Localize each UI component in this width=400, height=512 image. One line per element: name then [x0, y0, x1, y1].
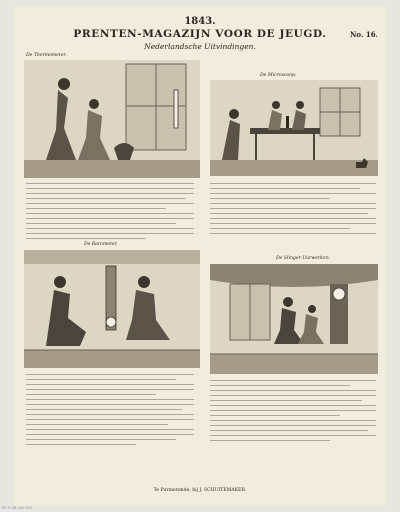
- collection-stamp: RP-P-OB-200.302: [2, 506, 33, 510]
- year: 1843.: [184, 16, 216, 27]
- print-sheet: [14, 6, 386, 506]
- caption-pendulum-clocks: De Slinger-Uurwerken.: [276, 256, 331, 261]
- imprint: Te Purmerende, bij J. SCHUITEMAKER.: [153, 488, 247, 493]
- illustration-pendulum-clocks: [210, 264, 378, 374]
- caption-thermometer: De Thermometer.: [26, 53, 67, 58]
- illustration-thermometer: [24, 60, 200, 178]
- caption-microscope: De Microscoop.: [260, 73, 297, 78]
- illustration-microscope: [210, 80, 378, 176]
- caption-barometer: De Barometer.: [84, 242, 118, 247]
- subtitle: Nederlandsche Uitvindingen.: [144, 42, 256, 51]
- issue-number: No. 16.: [350, 30, 378, 39]
- page-title: PRENTEN-MAGAZIJN VOOR DE JEUGD.: [73, 28, 327, 40]
- illustration-barometer: [24, 250, 200, 368]
